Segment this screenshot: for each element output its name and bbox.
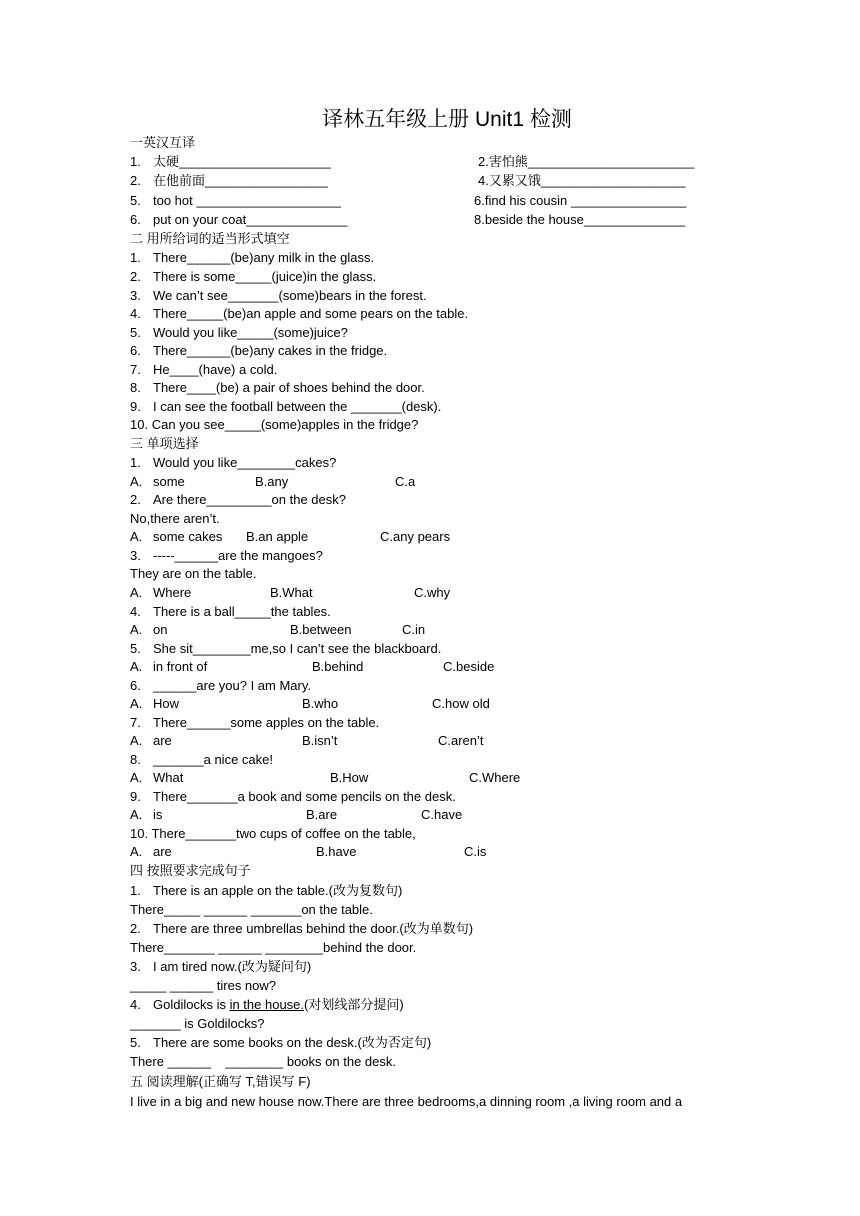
s3-q6: [130, 677, 311, 696]
s2-item-1-text: There______(be)any milk in the glass.: [153, 250, 375, 265]
s1-row-2-left: 在他前面_________________: [153, 173, 328, 188]
s4-q1-answer: There_____ ______ _______on the table.: [130, 902, 373, 917]
s1-row-3: [130, 192, 341, 211]
s3-q8-text: _______a nice cake!: [153, 752, 273, 767]
s1-row-3-left: too hot ____________________: [153, 193, 341, 208]
s3-q8: [130, 751, 273, 770]
s3-q7-opt-c: C.aren’t: [438, 733, 484, 748]
s2-item-2-num: 2.: [130, 269, 141, 284]
s3-q5-opt-c: C.beside: [443, 659, 495, 674]
s3-q6-opt-b: B.who: [302, 696, 339, 711]
s1-row-3-right: 6.find his cousin ________________: [474, 193, 687, 208]
s1-row-4-right: 8.beside the house______________: [474, 212, 686, 227]
section1-heading: 一英汉互译: [130, 135, 196, 150]
s3-q3: [130, 547, 323, 566]
s4-q4-pre: Goldilocks is: [153, 997, 230, 1012]
s2-item-4-text: There_____(be)an apple and some pears on the table.: [153, 306, 469, 321]
s3-q7: [130, 714, 379, 733]
s3-q5-opt-a-label: A.: [130, 659, 143, 674]
s3-q1-opt-c: C.a: [395, 474, 416, 489]
s3-q10-options: [130, 843, 172, 862]
s3-q2-num: 2.: [130, 492, 141, 507]
s2-item-8: [130, 379, 425, 398]
s4-q2-text: There are three umbrellas behind the door.(改为单数句): [153, 921, 474, 936]
s2-item-6-text: There______(be)any cakes in the fridge.: [153, 343, 388, 358]
s3-q2-text: Are there_________on the desk?: [153, 492, 346, 507]
s4-q1: [130, 882, 402, 901]
s2-item-3-text: We can’t see_______(some)bears in the forest.: [153, 288, 427, 303]
s3-q10-opt-a: are: [153, 844, 172, 859]
s3-q4-text: There is a ball_____the tables.: [153, 604, 331, 619]
s2-item-4-num: 4.: [130, 306, 141, 321]
s3-q6-num: 6.: [130, 678, 141, 693]
s1-row-2-num: 2.: [130, 173, 141, 188]
s3-q10-opt-c: C.is: [464, 844, 487, 859]
s2-item-1: [130, 249, 374, 268]
s3-q4-opt-a: on: [153, 622, 168, 637]
s4-q4-num: 4.: [130, 997, 141, 1012]
s3-q1-num: 1.: [130, 455, 141, 470]
s3-q8-opt-a: What: [153, 770, 184, 785]
s2-item-7-num: 7.: [130, 362, 141, 377]
s2-item-2: [130, 268, 376, 287]
s2-item-5: [130, 324, 348, 343]
s3-q5-opt-b: B.behind: [312, 659, 364, 674]
s3-q7-text: There______some apples on the table.: [153, 715, 380, 730]
s4-q5-answer: There ______ ________ books on the desk.: [130, 1054, 396, 1069]
s3-q9-opt-b: B.are: [306, 807, 338, 822]
s3-q7-options: [130, 732, 172, 751]
s3-q8-opt-a-label: A.: [130, 770, 143, 785]
s3-q4-opt-a-label: A.: [130, 622, 143, 637]
s4-q3-answer: _____ ______ tires now?: [130, 978, 277, 993]
page-title: 译林五年级上册 Unit1 检测: [322, 108, 572, 131]
s4-q1-text: There is an apple on the table.(改为复数句): [153, 883, 403, 898]
s4-q4: [130, 996, 404, 1015]
s3-q9-opt-a: is: [153, 807, 163, 822]
s2-item-1-num: 1.: [130, 250, 141, 265]
s4-q2-answer: There_______ ______ ________behind the door.: [130, 940, 417, 955]
s3-q4-opt-b: B.between: [290, 622, 352, 637]
s3-q9: [130, 788, 456, 807]
s2-item-5-text: Would you like_____(some)juice?: [153, 325, 348, 340]
s1-row-2: [130, 172, 328, 191]
s1-row-1-right: 2.害怕熊_______________________: [478, 154, 695, 169]
s3-q3-opt-a-label: A.: [130, 585, 143, 600]
s2-item-9-text: I can see the football between the _______(desk).: [153, 399, 442, 414]
s3-q10-opt-b: B.have: [316, 844, 357, 859]
s3-q1-options: [130, 473, 185, 492]
s3-q10-num: 10.: [130, 826, 149, 841]
s4-q2-num: 2.: [130, 921, 141, 936]
s2-item-6-num: 6.: [130, 343, 141, 358]
s3-q8-opt-c: C.Where: [469, 770, 521, 785]
s3-q4-opt-c: C.in: [402, 622, 426, 637]
section5-heading: 五 阅读理解(正确写 T,错误写 F): [130, 1074, 311, 1089]
s2-item-10: [130, 416, 418, 435]
s3-q7-opt-a: are: [153, 733, 172, 748]
s3-q7-opt-b: B.isn’t: [302, 733, 338, 748]
s5-paragraph: I live in a big and new house now.There are three bedrooms,a dinning room ,a living room and a: [130, 1094, 683, 1109]
s3-q8-options: [130, 769, 183, 788]
s3-q9-opt-c: C.have: [421, 807, 463, 822]
s3-q2-opt-a-label: A.: [130, 529, 143, 544]
s1-row-4: [130, 211, 347, 230]
s4-q1-num: 1.: [130, 883, 141, 898]
s3-q2-opt-a: some cakes: [153, 529, 223, 544]
s4-q5: [130, 1034, 431, 1053]
s1-row-4-num: 6.: [130, 212, 141, 227]
s2-item-8-num: 8.: [130, 380, 141, 395]
s3-q2-opt-b: B.an apple: [246, 529, 309, 544]
s3-q2-extra: No,there aren’t.: [130, 511, 220, 526]
s3-q3-num: 3.: [130, 548, 141, 563]
s3-q1-opt-a-label: A.: [130, 474, 143, 489]
s3-q10-opt-a-label: A.: [130, 844, 143, 859]
s2-item-5-num: 5.: [130, 325, 141, 340]
s3-q4-num: 4.: [130, 604, 141, 619]
s3-q9-options: [130, 806, 162, 825]
s4-q3: [130, 958, 311, 977]
s2-item-9-num: 9.: [130, 399, 141, 414]
s4-q2: [130, 920, 473, 939]
s3-q5-opt-a: in front of: [153, 659, 208, 674]
s3-q9-text: There_______a book and some pencils on the desk.: [153, 789, 456, 804]
s3-q10: [130, 825, 416, 844]
s3-q5-options: [130, 658, 207, 677]
s3-q9-num: 9.: [130, 789, 141, 804]
s3-q2-opt-c: C.any pears: [380, 529, 451, 544]
s3-q4: [130, 603, 331, 622]
s3-q6-text: ______are you? I am Mary.: [153, 678, 312, 693]
s4-q4-underlined: in the house.: [229, 997, 305, 1012]
s3-q5-num: 5.: [130, 641, 141, 656]
s2-item-8-text: There____(be) a pair of shoes behind the door.: [153, 380, 425, 395]
s2-item-3: [130, 287, 427, 306]
s3-q9-opt-a-label: A.: [130, 807, 143, 822]
s2-item-2-text: There is some_____(juice)in the glass.: [153, 269, 377, 284]
s3-q3-extra: They are on the table.: [130, 566, 257, 581]
s3-q6-opt-a-label: A.: [130, 696, 143, 711]
s1-row-2-right: 4.又累又饿____________________: [478, 173, 686, 188]
s3-q6-opt-c: C.how old: [432, 696, 490, 711]
s1-row-1-num: 1.: [130, 154, 141, 169]
s3-q1-opt-b: B.any: [255, 474, 289, 489]
s2-item-4: [130, 305, 468, 324]
section2-heading: 二 用所给词的适当形式填空: [130, 231, 290, 246]
s1-row-4-left: put on your coat______________: [153, 212, 348, 227]
s2-item-3-num: 3.: [130, 288, 141, 303]
s4-q5-num: 5.: [130, 1035, 141, 1050]
s4-q3-text: I am tired now.(改为疑问句): [153, 959, 312, 974]
s3-q5-text: She sit________me,so I can’t see the blackboard.: [153, 641, 442, 656]
s3-q3-options: [130, 584, 191, 603]
s1-row-3-num: 5.: [130, 193, 141, 208]
s3-q3-opt-c: C.why: [414, 585, 451, 600]
s3-q8-num: 8.: [130, 752, 141, 767]
s3-q6-options: [130, 695, 179, 714]
s4-q3-num: 3.: [130, 959, 141, 974]
s3-q2-options: [130, 528, 222, 547]
s3-q4-options: [130, 621, 167, 640]
s3-q6-opt-a: How: [153, 696, 180, 711]
s2-item-10-text: Can you see_____(some)apples in the fridge?: [151, 417, 419, 432]
s1-row-1: [130, 153, 331, 172]
s3-q1-opt-a: some: [153, 474, 185, 489]
s3-q1-text: Would you like________cakes?: [153, 455, 337, 470]
section3-heading: 三 单项选择: [130, 436, 199, 451]
s4-q4-post: (对划线部分提问): [304, 997, 404, 1012]
s3-q8-opt-b: B.How: [330, 770, 369, 785]
s2-item-6: [130, 342, 387, 361]
s3-q3-text: -----______are the mangoes?: [153, 548, 323, 563]
section4-heading: 四 按照要求完成句子: [130, 863, 251, 878]
s3-q7-num: 7.: [130, 715, 141, 730]
s3-q2: [130, 491, 346, 510]
s3-q7-opt-a-label: A.: [130, 733, 143, 748]
s2-item-7: [130, 361, 277, 380]
s2-item-7-text: He____(have) a cold.: [153, 362, 278, 377]
s3-q3-opt-a: Where: [153, 585, 192, 600]
s3-q10-text: There_______two cups of coffee on the table,: [151, 826, 416, 841]
s2-item-9: [130, 398, 441, 417]
s4-q4-answer: _______ is Goldilocks?: [130, 1016, 265, 1031]
s2-item-10-num: 10.: [130, 417, 149, 432]
s3-q5: [130, 640, 441, 659]
s3-q1: [130, 454, 336, 473]
s3-q3-opt-b: B.What: [270, 585, 313, 600]
s4-q5-text: There are some books on the desk.(改为否定句): [153, 1035, 432, 1050]
s1-row-1-left: 太硬_____________________: [153, 154, 331, 169]
